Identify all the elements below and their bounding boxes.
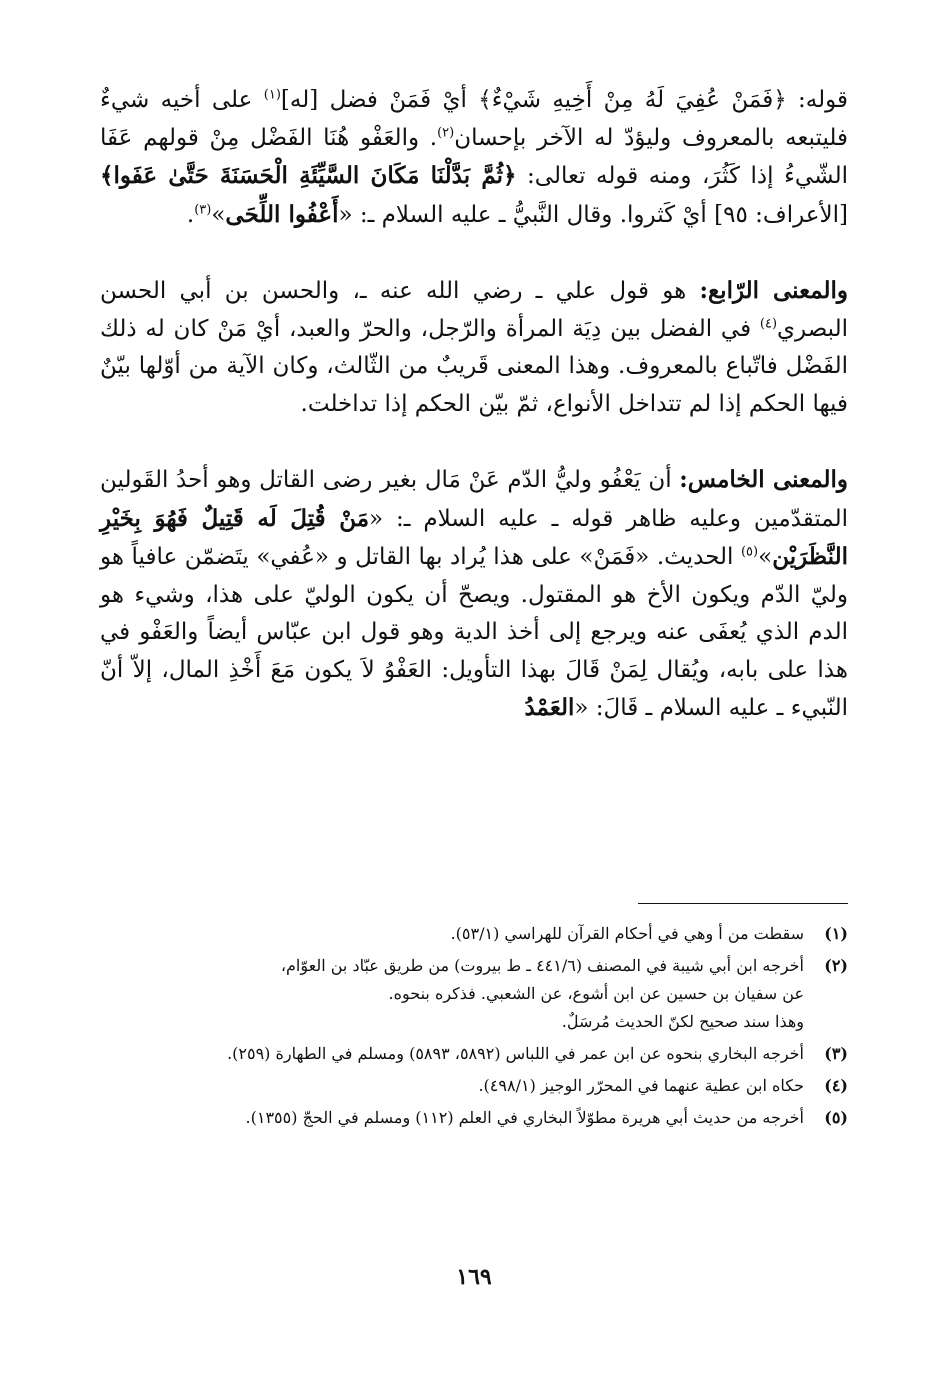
paragraph-text: . والعَفْو هُنَا الفَضْل مِنْ قولهم عَفَا الشّيءُ إذا كَثُرَ، ومنه قوله تعالى: (100, 124, 848, 189)
paragraph-text: . (186, 201, 195, 228)
page-number: ١٦٩ (456, 1264, 492, 1290)
hadith-quote: العَمْدُ (524, 694, 575, 721)
footnote-text (100, 920, 804, 948)
paragraph-text: قوله: ﴿فَمَنْ عُفِيَ لَهُ مِنْ أَخِيهِ شَيْءٌ﴾ أيْ فَمَنْ فضل [له] (280, 87, 849, 113)
footnote-text (100, 1072, 804, 1100)
footnote-text (100, 1040, 804, 1068)
footnote (100, 1072, 848, 1100)
footnote-line: وهذا سند صحيح لكنّ الحديث مُرسَلٌ. (561, 1012, 804, 1031)
footnote-line: عن سفيان بن حسين عن ابن أشوع، عن الشعبي. فذكره بنحوه. (388, 984, 804, 1003)
paragraph-text: [الأعراف: ٩٥] أيْ كَثروا. وقال النَّبيُّ ـ عليه السلام ـ: « (338, 201, 848, 228)
footnote-number: (٣) (824, 1044, 848, 1063)
paragraph-3 (100, 461, 848, 728)
footnote-line: أخرجه البخاري بنحوه عن ابن عمر في اللباس (٥٨٩٢، ٥٨٩٣) ومسلم في الطهارة (٢٥٩). (227, 1044, 804, 1063)
paragraph-text: » (211, 201, 226, 228)
footnote-ref[interactable]: (٢) (437, 124, 455, 140)
footnote-divider (638, 903, 848, 904)
footnote-number: (٢) (824, 956, 848, 975)
paragraph-1 (100, 82, 848, 234)
paragraph-text: أن يَعْفُو وليُّ الدّم عَنْ مَال بغير رضى القاتل وهو أحدُ القَولين المتقدّمين وعليه ظاهر قوله ـ عليه السلام ـ: « (100, 467, 848, 532)
quran-quote: ﴿ثُمَّ بَدَّلْنَا مَكَانَ السَّيِّئَةِ الْحَسَنَةَ حَتَّىٰ عَفَوا﴾ (100, 162, 517, 189)
footnote-number: (١) (824, 924, 848, 943)
footnote-line: أخرجه من حديث أبي هريرة مطوّلاً البخاري في العلم (١١٢) ومسلم في الحجّ (١٣٥٥). (245, 1108, 804, 1127)
footnote-ref[interactable]: (٥) (740, 544, 759, 560)
paragraph-text: » (758, 544, 773, 570)
footnote-ref[interactable]: (٤) (759, 315, 778, 331)
footnotes (100, 920, 848, 1136)
footnote-number: (٤) (824, 1076, 848, 1095)
footnote (100, 1040, 848, 1068)
footnote-text (100, 1104, 804, 1132)
hadith-quote: مَنْ قُتِلَ لَه قَتِيلٌ فَهُوَ بِخَيْرِ النَّظَرَيْن (100, 504, 848, 570)
paragraph-text: على أخيه شيءٌ فليتبعه بالمعروف وليؤدّ له الآخر بإحسان (100, 87, 848, 151)
section-heading: والمعنى الرّابع: (699, 277, 848, 304)
paragraph-text: الحديث. «فَمَنْ» على هذا يُراد بها القاتل و «عُفي» يتَضمّن عافياً هو وليّ الدّم ويكون الأخ هو المقتول. ويصحّ أن يكون الوليّ على هذا، وشيء هو الدم الذي يُعفَى عنه ويرجع إلى أخذ الدية وهو قول ابن عبّاس أيضاً والعَفْو في هذا على بابه، ويُقال لِمَنْ قَالَ بهذا التأويل: العَفْوُ لاَ يكون مَعَ أَخْذِ المال، إلاّ أنّ النّبيء ـ عليه السلام ـ قَالَ: « (100, 544, 848, 721)
footnote-number: (٥) (824, 1108, 848, 1127)
footnote (100, 920, 848, 948)
paragraph-text: هو قول علي ـ رضي الله عنه ـ، والحسن بن أبي الحسن البصري (100, 278, 848, 342)
section-heading: والمعنى الخامس: (679, 466, 848, 493)
main-text (100, 82, 848, 728)
footnote-line: سقطت من أ وهي في أحكام القرآن للهراسي (٥٣/١). (450, 924, 804, 943)
paragraph-text: في الفضل بين دِيَة المرأة والرّجل، والحرّ والعبد، أيْ مَنْ كان له ذلك الفَضْل فاتّباع بالمعروف. وهذا المعنى قَريبٌ من الثّالث، وكان الآية من أوّلها بيّنٌ فيها الحكم إذا لم تتداخل الأنواع، ثمّ بيّن الحكم إذا تداخلت. (100, 315, 848, 417)
footnote (100, 1104, 848, 1132)
hadith-quote: أَعْفُوا اللِّحَى (225, 200, 339, 228)
paragraph-2 (100, 272, 848, 423)
footnote-line: حكاه ابن عطية عنهما في المحرّر الوجيز (٤٩٨/١). (478, 1076, 804, 1095)
footnote (100, 952, 848, 1036)
footnote-line: أخرجه ابن أبي شيبة في المصنف (٤٤١/٦ ـ ط بيروت) من طريق عبّاد بن العوّام، (280, 956, 804, 975)
footnote-ref[interactable]: (١) (263, 87, 281, 103)
footnote-ref[interactable]: (٣) (194, 201, 212, 217)
footnote-text (100, 952, 804, 1036)
